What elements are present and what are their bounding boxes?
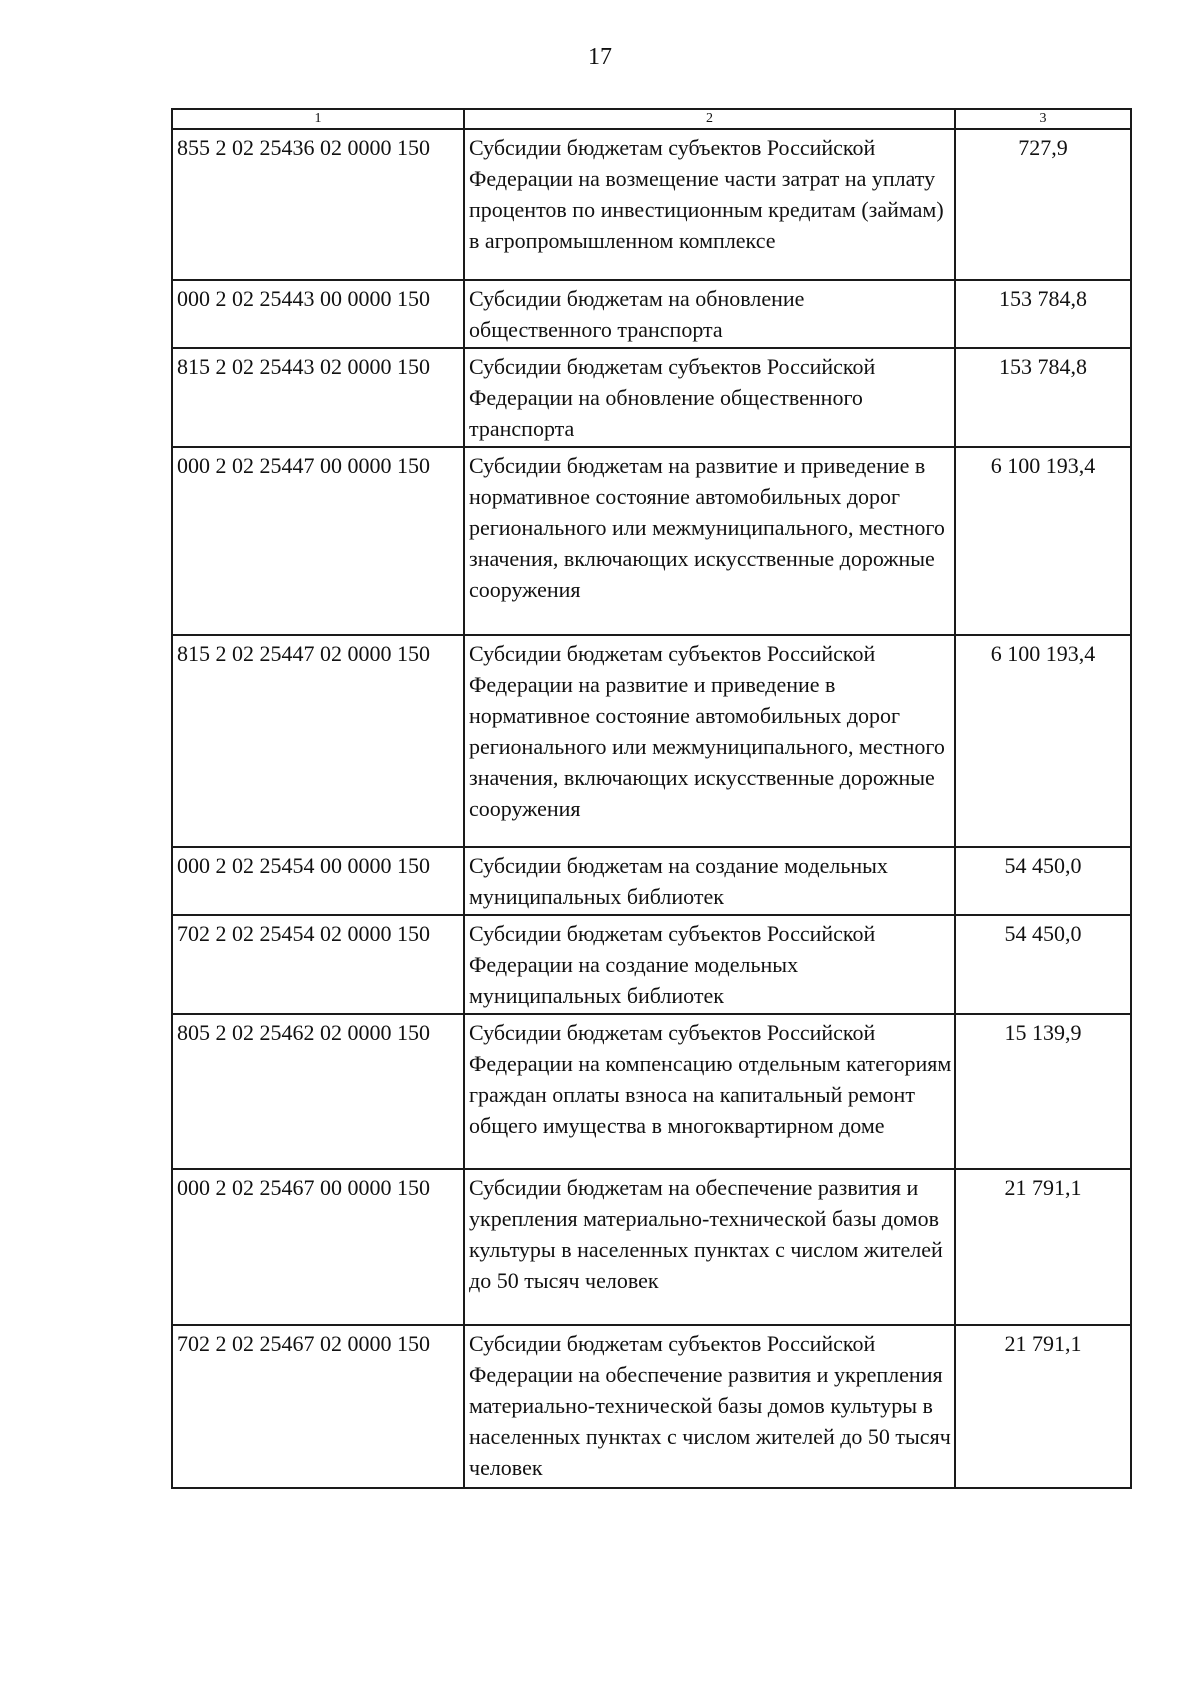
table-row xyxy=(172,447,1131,635)
row-amount: 21 791,1 xyxy=(955,1325,1131,1488)
row-description: Субсидии бюджетам субъектов Российской Федерации на обновление общественного транспорта xyxy=(464,348,955,447)
row-code: 702 2 02 25454 02 0000 150 xyxy=(172,915,464,1014)
row-amount: 153 784,8 xyxy=(955,280,1131,348)
row-code: 815 2 02 25443 02 0000 150 xyxy=(172,348,464,447)
row-code: 855 2 02 25436 02 0000 150 xyxy=(172,129,464,280)
table-row xyxy=(172,348,1131,447)
table-row xyxy=(172,635,1131,847)
row-code: 815 2 02 25447 02 0000 150 xyxy=(172,635,464,847)
table-header-row xyxy=(172,109,1131,129)
row-amount: 6 100 193,4 xyxy=(955,447,1131,635)
row-code: 000 2 02 25447 00 0000 150 xyxy=(172,447,464,635)
row-code: 000 2 02 25467 00 0000 150 xyxy=(172,1169,464,1325)
row-description: Субсидии бюджетам субъектов Российской Федерации на компенсацию отдельным категориям граждан оплаты взноса на капитальный ремонт общего имущества в многоквартирном доме xyxy=(464,1014,955,1169)
row-description: Субсидии бюджетам на развитие и приведение в нормативное состояние автомобильных дорог регионального или межмуниципального, местного значения, включающих искусственные дорожные сооружения xyxy=(464,447,955,635)
row-description: Субсидии бюджетам субъектов Российской Федерации на возмещение части затрат на уплату процентов по инвестиционным кредитам (займам) в агропромышленном комплексе xyxy=(464,129,955,280)
row-description: Субсидии бюджетам на создание модельных муниципальных библиотек xyxy=(464,847,955,915)
row-amount: 54 450,0 xyxy=(955,915,1131,1014)
row-amount: 6 100 193,4 xyxy=(955,635,1131,847)
row-description: Субсидии бюджетам субъектов Российской Федерации на создание модельных муниципальных библиотек xyxy=(464,915,955,1014)
page-number: 17 xyxy=(588,44,612,70)
row-amount: 153 784,8 xyxy=(955,348,1131,447)
table-row xyxy=(172,915,1131,1014)
budget-revenue-table xyxy=(171,108,1132,1489)
column-header-description: 2 xyxy=(464,109,955,129)
row-amount: 21 791,1 xyxy=(955,1169,1131,1325)
column-header-amount: 3 xyxy=(955,109,1131,129)
row-description: Субсидии бюджетам на обеспечение развития и укрепления материально-технической базы домов культуры в населенных пунктах с числом жителей до 50 тысяч человек xyxy=(464,1169,955,1325)
row-code: 000 2 02 25443 00 0000 150 xyxy=(172,280,464,348)
row-amount: 727,9 xyxy=(955,129,1131,280)
table-row xyxy=(172,1169,1131,1325)
row-description: Субсидии бюджетам на обновление общественного транспорта xyxy=(464,280,955,348)
row-code: 702 2 02 25467 02 0000 150 xyxy=(172,1325,464,1488)
row-description: Субсидии бюджетам субъектов Российской Федерации на обеспечение развития и укрепления материально-технической базы домов культуры в населенных пунктах с числом жителей до 50 тысяч человек xyxy=(464,1325,955,1488)
row-amount: 54 450,0 xyxy=(955,847,1131,915)
row-code: 805 2 02 25462 02 0000 150 xyxy=(172,1014,464,1169)
table-row xyxy=(172,280,1131,348)
table-row xyxy=(172,1014,1131,1169)
row-code: 000 2 02 25454 00 0000 150 xyxy=(172,847,464,915)
table-row xyxy=(172,1325,1131,1488)
row-amount: 15 139,9 xyxy=(955,1014,1131,1169)
column-header-code: 1 xyxy=(172,109,464,129)
table-row xyxy=(172,847,1131,915)
row-description: Субсидии бюджетам субъектов Российской Федерации на развитие и приведение в нормативное состояние автомобильных дорог регионального или межмуниципального, местного значения, включающих искусственные дорожные сооружения xyxy=(464,635,955,847)
table-row xyxy=(172,129,1131,280)
